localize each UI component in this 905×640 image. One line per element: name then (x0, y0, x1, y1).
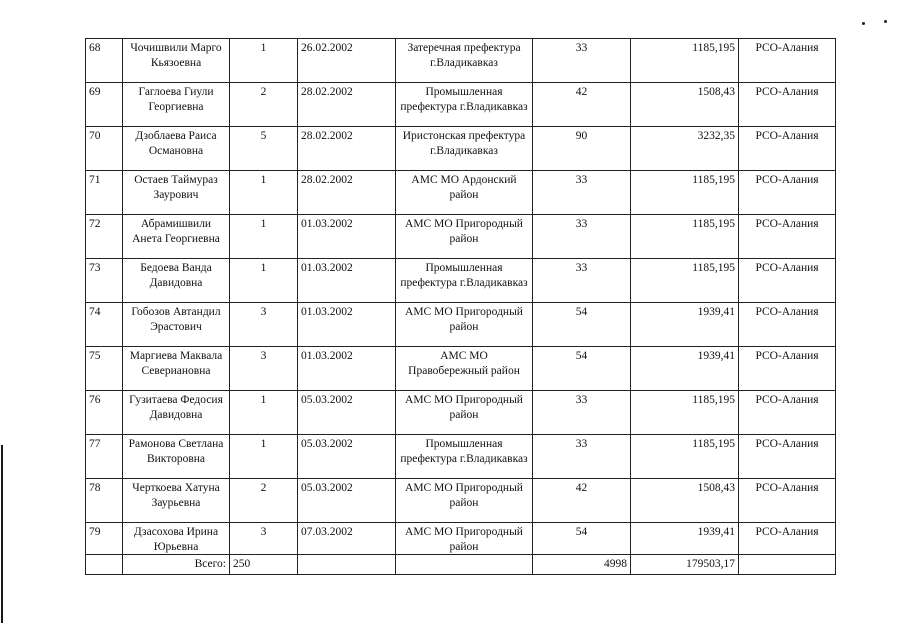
row-number: 72 (86, 215, 123, 259)
table-row (86, 347, 836, 391)
issuing-authority: Промышленная префектура г.Владикавказ (396, 435, 533, 479)
region-name: РСО-Алания (739, 347, 836, 391)
issuing-authority: АМС МО Правобережный район (396, 347, 533, 391)
issuing-authority: АМС МО Пригородный район (396, 303, 533, 347)
issuing-authority: АМС МО Пригородный район (396, 523, 533, 555)
amount-value: 1185,195 (631, 259, 739, 303)
person-name: Черткоева Хатуна Заурьевна (123, 479, 230, 523)
person-name: Дзасохова Ирина Юрьевна (123, 523, 230, 555)
issuing-authority: АМС МО Пригородный район (396, 479, 533, 523)
area-value: 42 (533, 479, 631, 523)
total-label: Всего: (123, 555, 230, 575)
table-row (86, 303, 836, 347)
decision-date: 26.02.2002 (298, 39, 396, 83)
region-name: РСО-Алания (739, 479, 836, 523)
issuing-authority: АМС МО Ардонский район (396, 171, 533, 215)
area-value: 54 (533, 523, 631, 555)
area-value: 33 (533, 435, 631, 479)
person-name: Бедоева Ванда Давидовна (123, 259, 230, 303)
person-name: Остаев Таймураз Заурович (123, 171, 230, 215)
total-row (86, 555, 836, 575)
decision-date: 28.02.2002 (298, 83, 396, 127)
row-number: 77 (86, 435, 123, 479)
family-count: 1 (230, 39, 298, 83)
person-name: Дзоблаева Раиса Османовна (123, 127, 230, 171)
family-count: 5 (230, 127, 298, 171)
decision-date: 01.03.2002 (298, 347, 396, 391)
amount-value: 3232,35 (631, 127, 739, 171)
total-area: 4998 (533, 555, 631, 575)
decision-date: 01.03.2002 (298, 215, 396, 259)
family-count: 3 (230, 347, 298, 391)
region-name: РСО-Алания (739, 435, 836, 479)
registry-table (85, 38, 836, 575)
decision-date: 05.03.2002 (298, 435, 396, 479)
family-count: 1 (230, 171, 298, 215)
row-number: 73 (86, 259, 123, 303)
amount-value: 1939,41 (631, 523, 739, 555)
table-row (86, 215, 836, 259)
region-name: РСО-Алания (739, 391, 836, 435)
area-value: 42 (533, 83, 631, 127)
amount-value: 1508,43 (631, 479, 739, 523)
row-number: 68 (86, 39, 123, 83)
amount-value: 1939,41 (631, 347, 739, 391)
row-number: 74 (86, 303, 123, 347)
decision-date: 07.03.2002 (298, 523, 396, 555)
row-number: 75 (86, 347, 123, 391)
total-empty-cell (298, 555, 396, 575)
region-name: РСО-Алания (739, 171, 836, 215)
person-name: Гаглоева Гиули Георгиевна (123, 83, 230, 127)
scan-speck (884, 20, 887, 23)
total-sum: 179503,17 (631, 555, 739, 575)
row-number: 78 (86, 479, 123, 523)
decision-date: 28.02.2002 (298, 171, 396, 215)
area-value: 33 (533, 215, 631, 259)
family-count: 1 (230, 259, 298, 303)
amount-value: 1185,195 (631, 215, 739, 259)
decision-date: 01.03.2002 (298, 259, 396, 303)
amount-value: 1185,195 (631, 171, 739, 215)
region-name: РСО-Алания (739, 127, 836, 171)
amount-value: 1185,195 (631, 391, 739, 435)
person-name: Маргиева Маквала Севериановна (123, 347, 230, 391)
issuing-authority: АМС МО Пригородный район (396, 215, 533, 259)
issuing-authority: Промышленная префектура г.Владикавказ (396, 83, 533, 127)
area-value: 33 (533, 171, 631, 215)
decision-date: 05.03.2002 (298, 391, 396, 435)
family-count: 2 (230, 479, 298, 523)
region-name: РСО-Алания (739, 83, 836, 127)
person-name: Чочишвили Марго Кьязоевна (123, 39, 230, 83)
decision-date: 28.02.2002 (298, 127, 396, 171)
row-number: 69 (86, 83, 123, 127)
amount-value: 1185,195 (631, 435, 739, 479)
person-name: Гобозов Автандил Эрастович (123, 303, 230, 347)
region-name: РСО-Алания (739, 523, 836, 555)
registry-rows (86, 39, 836, 575)
total-count: 250 (230, 555, 298, 575)
row-number: 79 (86, 523, 123, 555)
total-empty-cell (86, 555, 123, 575)
row-number: 76 (86, 391, 123, 435)
area-value: 90 (533, 127, 631, 171)
family-count: 3 (230, 523, 298, 555)
area-value: 33 (533, 391, 631, 435)
region-name: РСО-Алания (739, 215, 836, 259)
person-name: Гузитаева Федосия Давидовна (123, 391, 230, 435)
amount-value: 1939,41 (631, 303, 739, 347)
person-name: Рамонова Светлана Викторовна (123, 435, 230, 479)
amount-value: 1508,43 (631, 83, 739, 127)
table-row (86, 127, 836, 171)
issuing-authority: Иристонская префектура г.Владикавказ (396, 127, 533, 171)
person-name: Абрамишвили Анета Георгиевна (123, 215, 230, 259)
family-count: 3 (230, 303, 298, 347)
family-count: 1 (230, 391, 298, 435)
table-row (86, 39, 836, 83)
issuing-authority: Затеречная префектура г.Владикавказ (396, 39, 533, 83)
area-value: 33 (533, 259, 631, 303)
total-empty-cell (396, 555, 533, 575)
family-count: 2 (230, 83, 298, 127)
issuing-authority: Промышленная префектура г.Владикавказ (396, 259, 533, 303)
table-row (86, 435, 836, 479)
table-row (86, 83, 836, 127)
area-value: 33 (533, 39, 631, 83)
table-row (86, 391, 836, 435)
issuing-authority: АМС МО Пригородный район (396, 391, 533, 435)
area-value: 54 (533, 347, 631, 391)
row-number: 71 (86, 171, 123, 215)
decision-date: 05.03.2002 (298, 479, 396, 523)
region-name: РСО-Алания (739, 39, 836, 83)
area-value: 54 (533, 303, 631, 347)
row-number: 70 (86, 127, 123, 171)
scan-speck (862, 22, 865, 25)
table-row (86, 523, 836, 555)
decision-date: 01.03.2002 (298, 303, 396, 347)
amount-value: 1185,195 (631, 39, 739, 83)
table-row (86, 171, 836, 215)
scan-edge-mark (1, 445, 3, 623)
table-row (86, 259, 836, 303)
region-name: РСО-Алания (739, 303, 836, 347)
family-count: 1 (230, 435, 298, 479)
table-row (86, 479, 836, 523)
family-count: 1 (230, 215, 298, 259)
region-name: РСО-Алания (739, 259, 836, 303)
total-empty-cell (739, 555, 836, 575)
